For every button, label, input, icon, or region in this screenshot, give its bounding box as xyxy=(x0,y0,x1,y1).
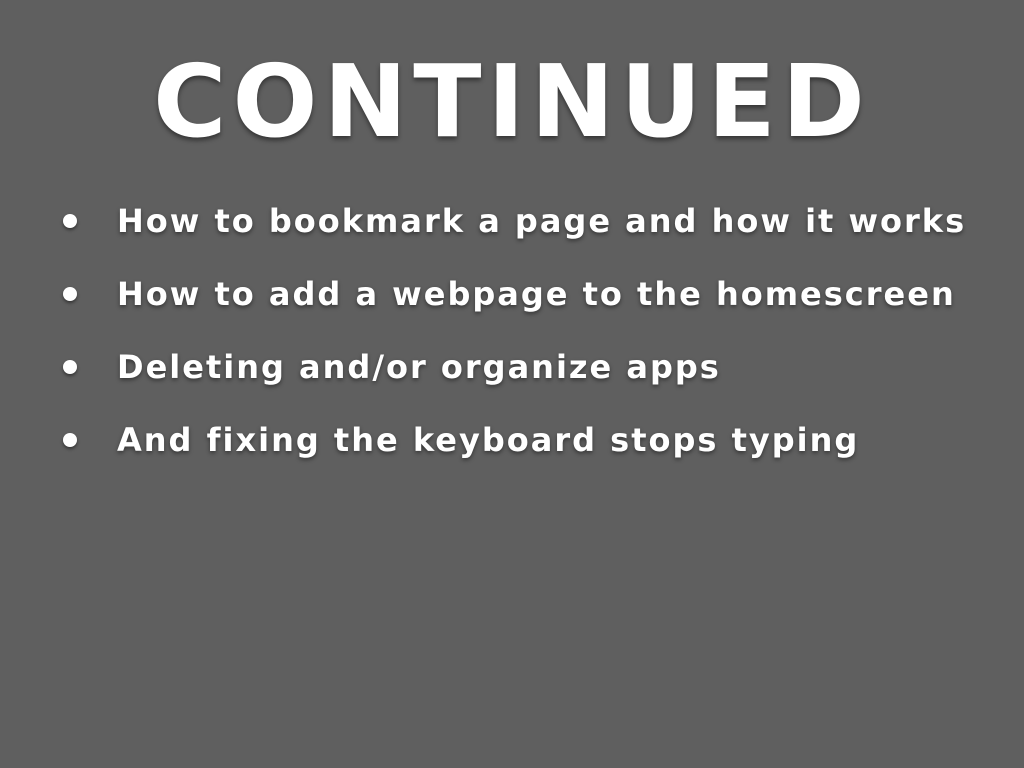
bullet-item xyxy=(60,415,1010,488)
bullet-text: How to bookmark a page and how it works xyxy=(117,202,967,240)
bullet-dot-icon xyxy=(63,287,77,301)
bullet-text: And fixing the keyboard stops typing xyxy=(117,421,860,459)
bullet-text: How to add a webpage to the homescreen xyxy=(117,275,956,313)
bullet-dot-icon xyxy=(63,360,77,374)
bullet-text: Deleting and/or organize apps xyxy=(117,348,721,386)
bullet-item xyxy=(60,196,1010,269)
bullet-item xyxy=(60,269,1010,342)
slide-title: CONTINUED xyxy=(153,43,871,160)
bullet-item xyxy=(60,342,1010,415)
bullet-dot-icon xyxy=(63,433,77,447)
bullet-dot-icon xyxy=(63,214,77,228)
bullet-list xyxy=(60,196,1010,488)
